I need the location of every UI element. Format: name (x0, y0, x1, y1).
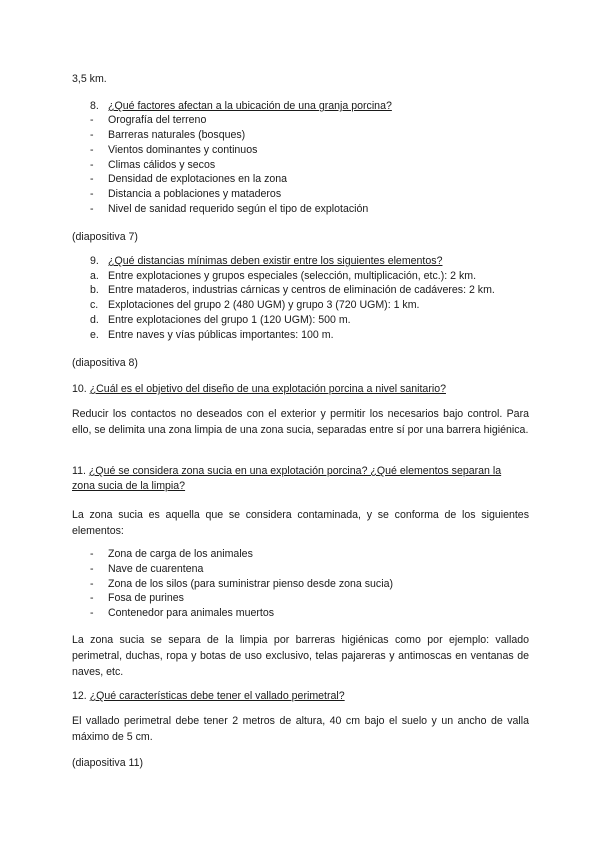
bullet-dash: - (90, 548, 94, 560)
bullet-dash: - (90, 129, 94, 141)
q10-heading (72, 383, 446, 396)
q12-title: ¿Qué características debe tener el vallado perimetral? (89, 690, 345, 702)
q9-slide-ref: (diapositiva 8) (72, 357, 138, 369)
q8-item: Distancia a poblaciones y mataderos (108, 188, 282, 200)
q10-title: ¿Cuál es el objetivo del diseño de una explotación porcina a nivel sanitario? (89, 383, 446, 395)
bullet-dash: - (90, 203, 94, 215)
bullet-dash: - (90, 188, 94, 200)
q8-item: Climas cálidos y secos (108, 159, 216, 171)
bullet-dash: - (90, 592, 94, 604)
q9-item: Explotaciones del grupo 2 (480 UGM) y grupo 3 (720 UGM): 1 km. (108, 299, 420, 311)
q8-number: 8. (90, 100, 99, 112)
q9-item-label: d. (90, 314, 99, 326)
q11-number: 11. (72, 465, 86, 477)
bullet-dash: - (90, 159, 94, 171)
bullet-dash: - (90, 607, 94, 619)
q12-slide-ref: (diapositiva 11) (72, 757, 144, 769)
q12-answer: El vallado perimetral debe tener 2 metros de altura, 40 cm bajo el suelo y un ancho de valla máximo de 5 cm. (72, 715, 529, 743)
q9-item: Entre explotaciones del grupo 1 (120 UGM): 500 m. (108, 314, 351, 326)
q9-item: Entre mataderos, industrias cárnicas y centros de eliminación de cadáveres: 2 km. (108, 284, 495, 296)
q11-item: Zona de los silos (para suministrar pienso desde zona sucia) (108, 578, 393, 590)
q9-number: 9. (90, 255, 99, 267)
q8-title: ¿Qué factores afectan a la ubicación de una granja porcina? (108, 100, 392, 112)
bullet-dash: - (90, 144, 94, 156)
q11-heading (72, 465, 501, 478)
q11-intro: La zona sucia es aquella que se considera contaminada, y se conforma de los siguientes elementos: (72, 509, 529, 537)
q9-item: Entre naves y vías públicas importantes: 100 m. (108, 329, 334, 341)
q8-item: Orografía del terreno (108, 114, 207, 126)
q11-closing: La zona sucia se separa de la limpia por barreras higiénicas como por ejemplo: vallado perimetral, duchas, ropa y botas de uso exclusivo, telas pajareras y antimoscas en ventanas de naves, etc. (72, 634, 529, 678)
bullet-dash: - (90, 578, 94, 590)
q11-item: Contenedor para animales muertos (108, 607, 275, 619)
top-fragment: 3,5 km. (72, 73, 107, 85)
q11-item: Fosa de purines (108, 592, 184, 604)
q11-title-cont: zona sucia de la limpia? (72, 480, 186, 492)
q11-title: ¿Qué se considera zona sucia en una explotación porcina? ¿Qué elementos separan la (88, 465, 502, 477)
q9-item: Entre explotaciones y grupos especiales (selección, multiplicación, etc.): 2 km. (108, 270, 477, 282)
q10-answer: Reducir los contactos no deseados con el exterior y permitir los necesarios bajo control. Para ello, se delimita una zona limpia de una zona sucia, separadas entre sí por una barrera higiénica. (72, 408, 529, 436)
q8-item: Nivel de sanidad requerido según el tipo de explotación (108, 203, 369, 215)
q9-title: ¿Qué distancias mínimas deben existir entre los siguientes elementos? (108, 255, 443, 267)
q8-item: Vientos dominantes y continuos (108, 144, 258, 156)
q8-item: Densidad de explotaciones en la zona (108, 173, 288, 185)
bullet-dash: - (90, 114, 94, 126)
bullet-dash: - (90, 563, 94, 575)
q9-item-label: b. (90, 284, 99, 296)
q8-item: Barreras naturales (bosques) (108, 129, 246, 141)
q11-item: Zona de carga de los animales (108, 548, 253, 560)
q8-slide-ref: (diapositiva 7) (72, 231, 138, 243)
q9-item-label: e. (90, 329, 99, 341)
q10-number: 10. (72, 383, 87, 395)
q11-item: Nave de cuarentena (108, 563, 204, 575)
q9-item-label: a. (90, 270, 99, 282)
q9-item-label: c. (90, 299, 99, 311)
q12-number: 12. (72, 690, 87, 702)
q12-heading (72, 690, 345, 703)
bullet-dash: - (90, 173, 94, 185)
